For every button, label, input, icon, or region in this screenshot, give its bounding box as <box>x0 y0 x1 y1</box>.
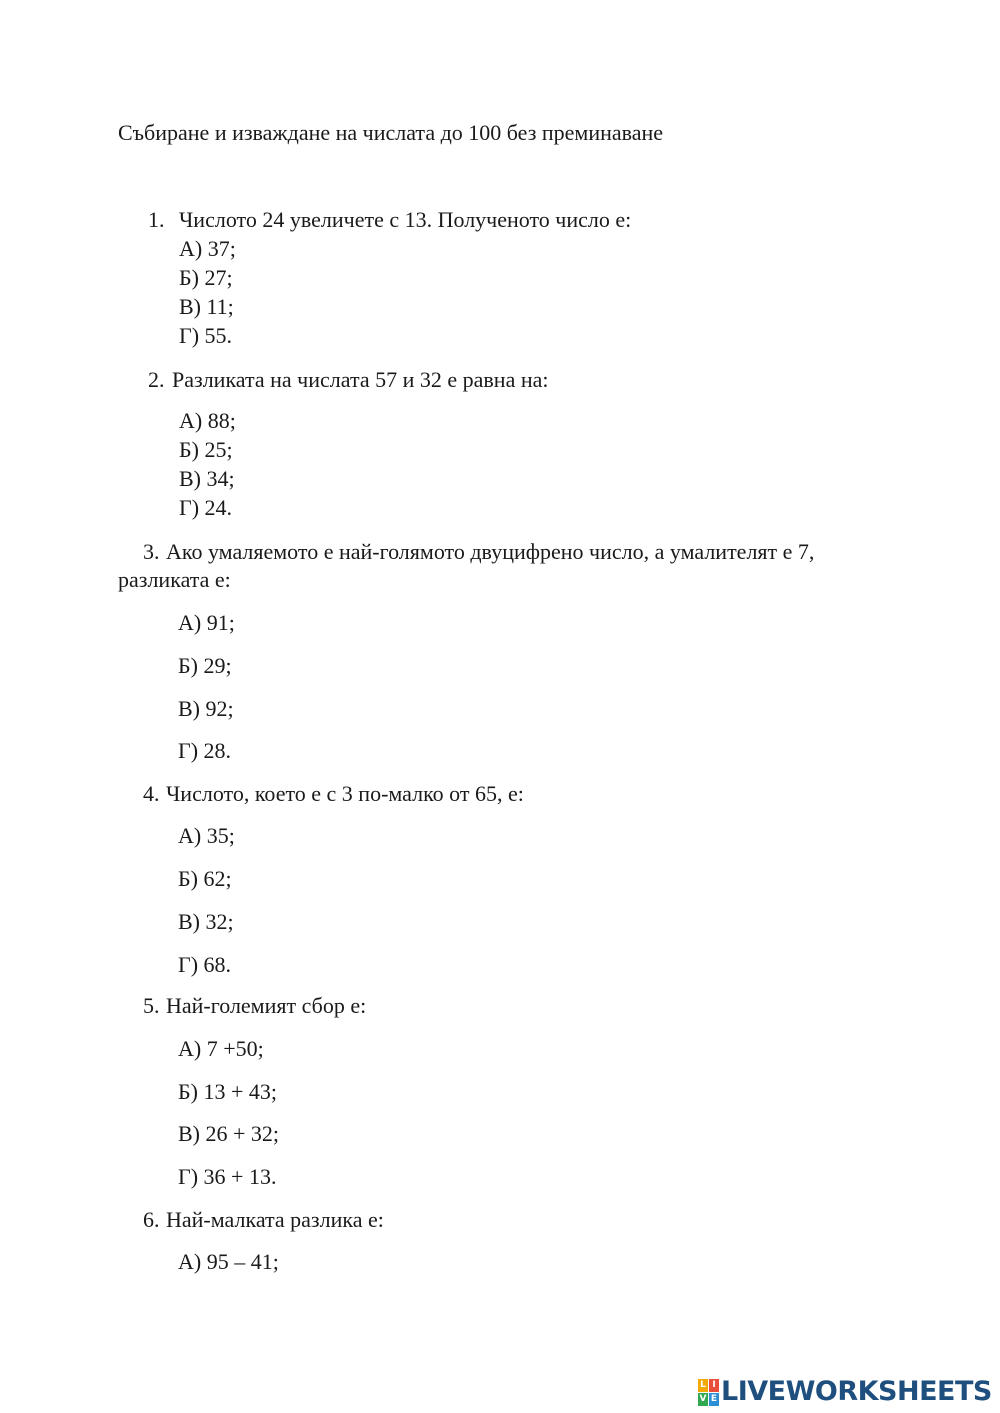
question-text: Числото 24 увеличете с 13. Полученото число е: <box>179 207 632 232</box>
answer-option-a[interactable]: А) 37; <box>179 236 236 261</box>
answer-option-c[interactable]: В) 32; <box>178 909 234 934</box>
answer-option-b[interactable]: Б) 13 + 43; <box>178 1079 277 1104</box>
answer-option-c[interactable]: В) 34; <box>179 466 235 491</box>
question-number: 1. <box>148 207 165 232</box>
question-text: Числото, което е с 3 по-малко от 65, е: <box>166 781 524 806</box>
answer-option-b[interactable]: Б) 27; <box>179 265 233 290</box>
answer-option-a[interactable]: А) 91; <box>178 610 235 635</box>
answer-option-a[interactable]: А) 35; <box>178 823 235 848</box>
answer-option-b[interactable]: Б) 62; <box>178 866 232 891</box>
question-number: 3. <box>143 539 160 564</box>
answer-option-d[interactable]: Г) 28. <box>178 738 232 763</box>
answer-option-a[interactable]: А) 7 +50; <box>178 1036 264 1061</box>
worksheet-title: Събиране и изваждане на числата до 100 без преминаване <box>118 120 664 145</box>
question-number: 6. <box>143 1207 160 1232</box>
question-text: Най-големият сбор е: <box>166 993 367 1018</box>
question-number: 4. <box>143 781 160 806</box>
answer-option-d[interactable]: Г) 36 + 13. <box>178 1164 277 1189</box>
logo-block: V <box>699 1393 707 1404</box>
question-text-line-1: Ако умаляемото е най-голямото двуцифрено число, а умалителят е 7, <box>166 539 815 564</box>
logo-block: I <box>709 1379 719 1392</box>
logo-text: LIVEWORKSHEETS <box>721 1376 992 1407</box>
logo-blocks-icon <box>698 1379 719 1406</box>
question-text: Разликата на числата 57 и 32 е равна на: <box>172 367 549 392</box>
logo-block: E <box>710 1393 718 1404</box>
answer-option-b[interactable]: Б) 25; <box>179 437 233 462</box>
answer-option-d[interactable]: Г) 24. <box>179 495 233 520</box>
answer-option-d[interactable]: Г) 55. <box>179 323 233 348</box>
question-text: Най-малката разлика е: <box>166 1207 384 1232</box>
answer-option-d[interactable]: Г) 68. <box>178 952 232 977</box>
answer-option-a[interactable]: А) 88; <box>179 408 236 433</box>
liveworksheets-logo <box>698 1377 992 1407</box>
answer-option-b[interactable]: Б) 29; <box>178 653 232 678</box>
answer-option-c[interactable]: В) 92; <box>178 696 234 721</box>
logo-block: L <box>698 1379 708 1392</box>
question-number: 2. <box>148 367 165 392</box>
answer-option-c[interactable]: В) 26 + 32; <box>178 1121 280 1146</box>
question-number: 5. <box>143 993 160 1018</box>
answer-option-c[interactable]: В) 11; <box>179 294 234 319</box>
question-text-line-2: разликата е: <box>118 567 231 592</box>
answer-option-a[interactable]: А) 95 – 41; <box>178 1249 279 1274</box>
